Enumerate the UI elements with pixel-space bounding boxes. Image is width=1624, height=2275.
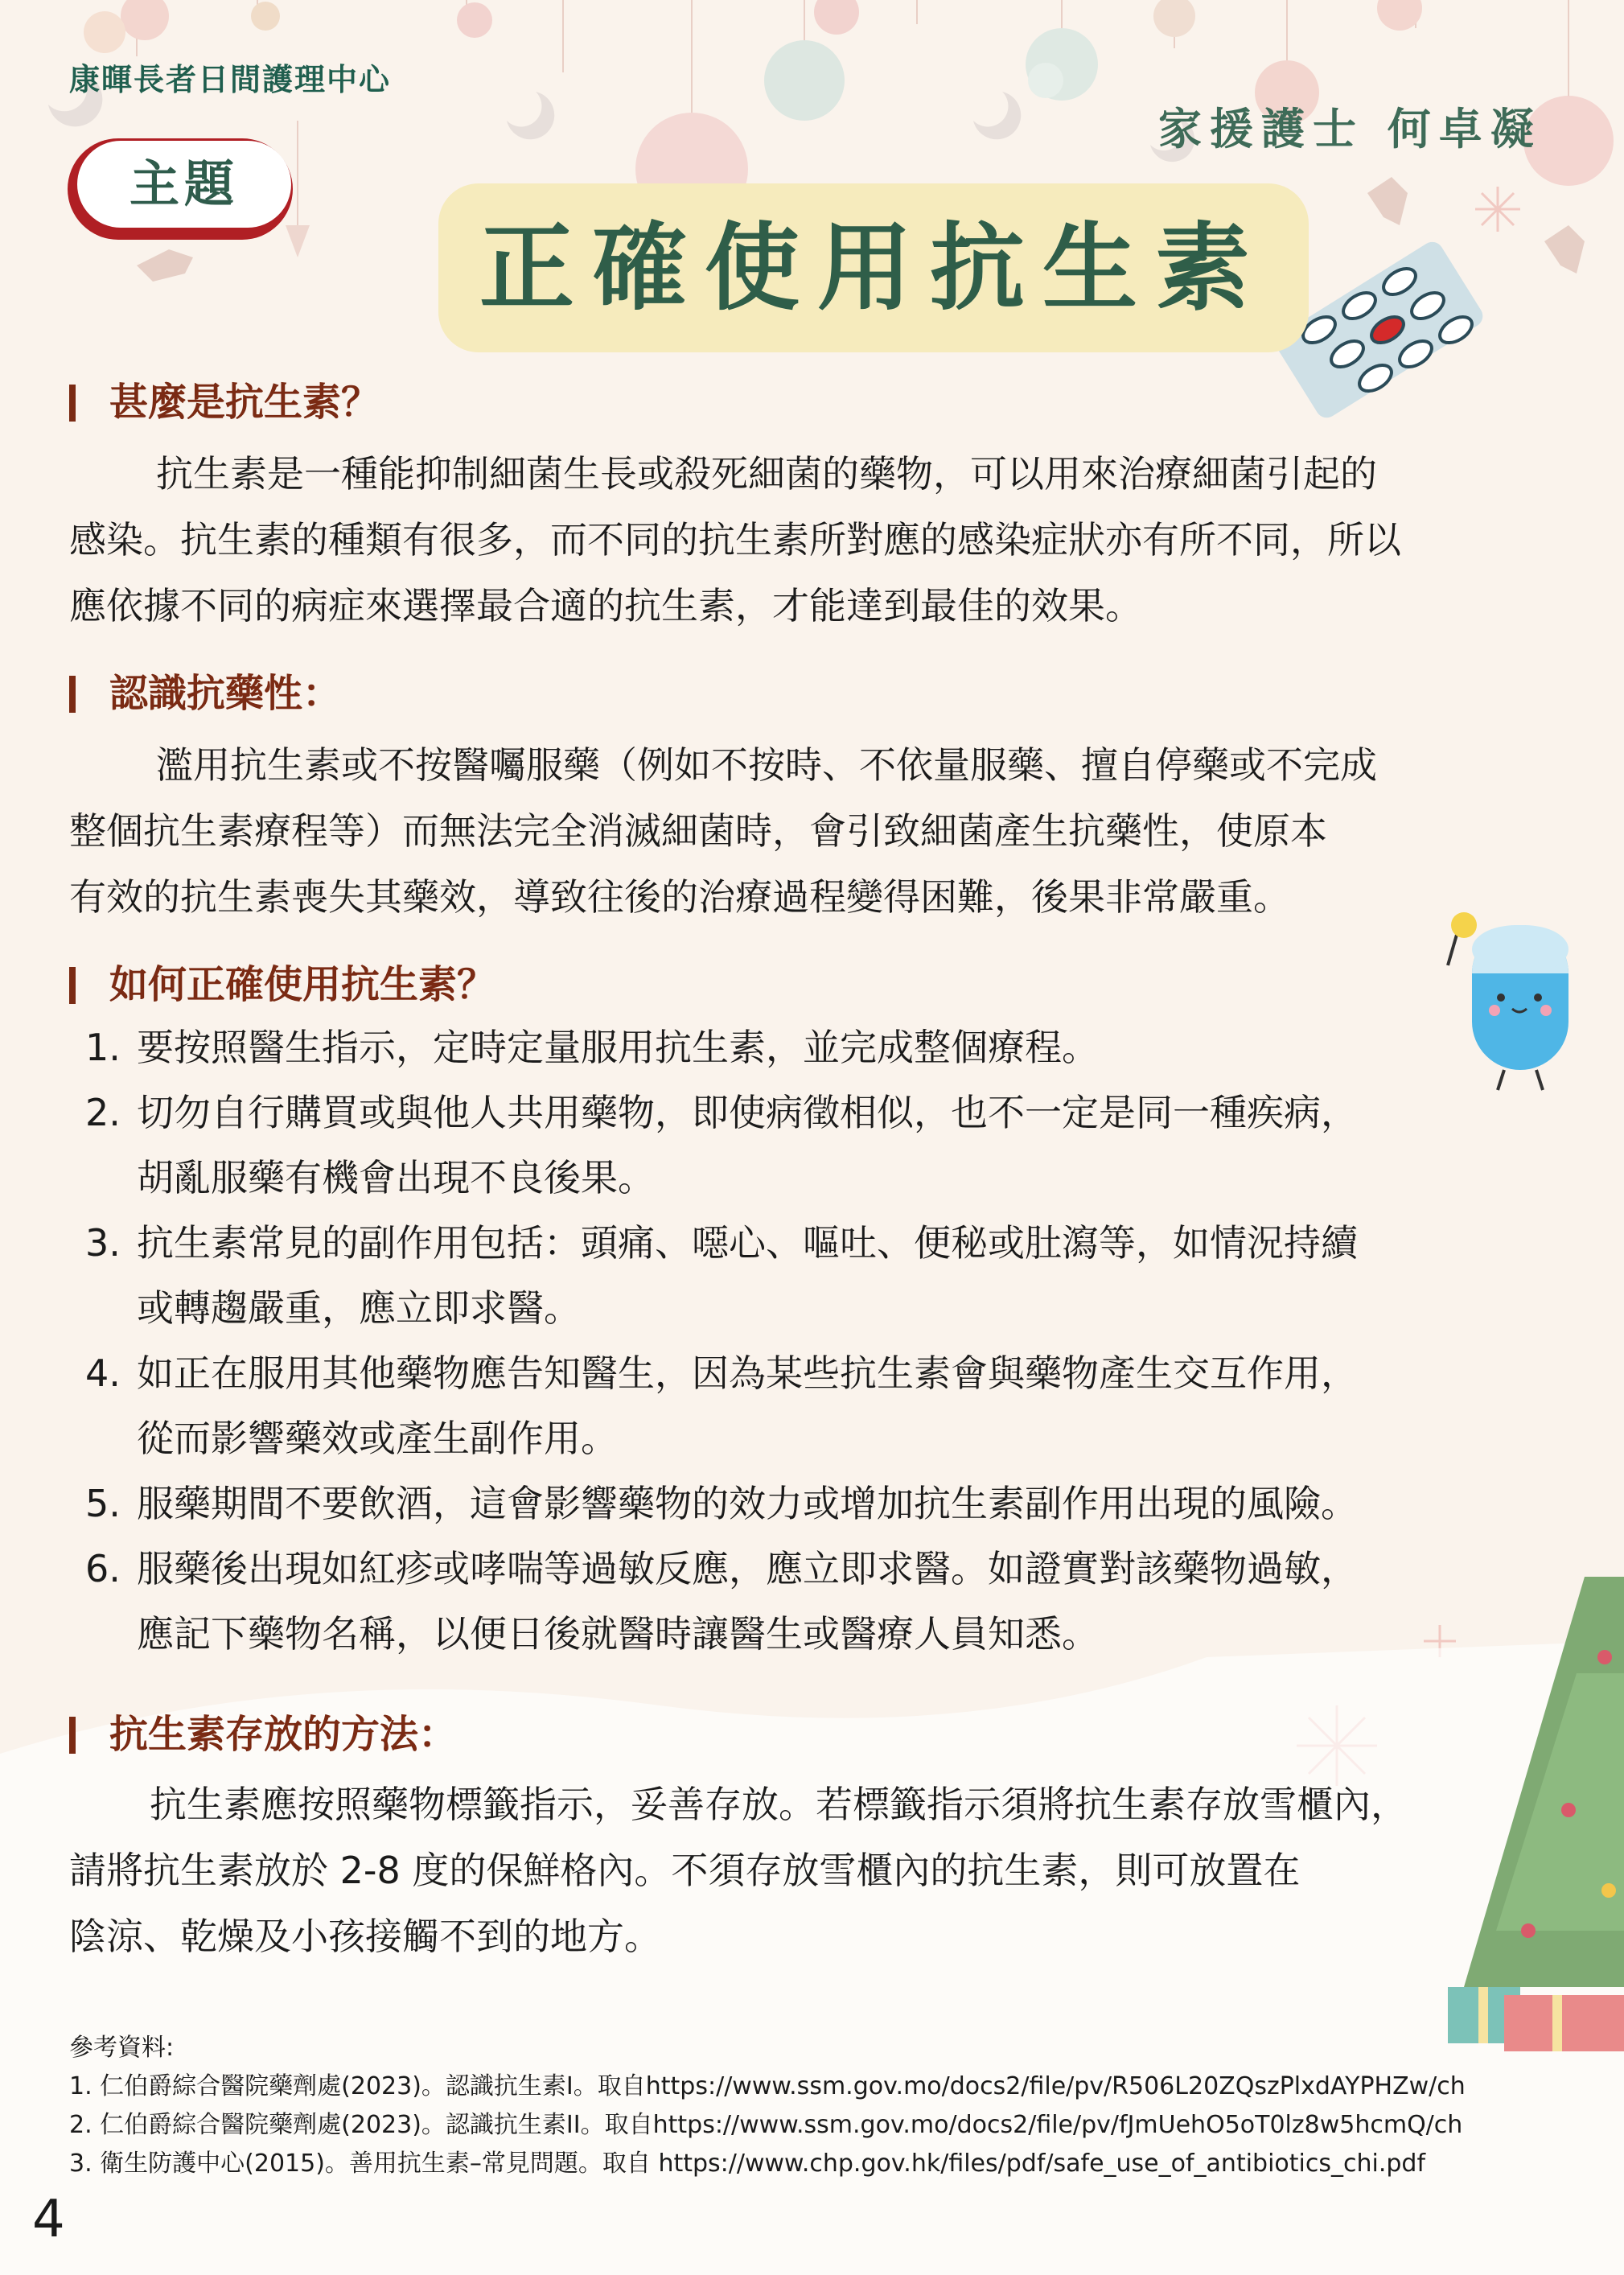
- paragraph-line: 抗生素應按照藥物標籤指示，妥善存放。若標籤指示須將抗生素存放雪櫃內，: [150, 1783, 1408, 1826]
- references: [69, 2029, 1597, 2183]
- paragraph-line: 請將抗生素放於 2-8 度的保鮮格內。不須存放雪櫃內的抗生素，則可放置在: [69, 1849, 1301, 1892]
- section-marker: [69, 385, 76, 422]
- list-item-line: 如正在服用其他藥物應告知醫生，因為某些抗生素會與藥物產生交互作用，: [137, 1351, 1358, 1395]
- section-heading-correct-use: 如何正確使用抗生素？: [109, 962, 496, 1007]
- list-item-number: 5.: [85, 1482, 121, 1525]
- paragraph-line: 感染。抗生素的種類有很多，而不同的抗生素所對應的感染症狀亦有所不同，所以: [69, 518, 1401, 562]
- list-item: [85, 1080, 1573, 1211]
- list-item: [85, 1015, 1573, 1080]
- list-item-line: 服藥期間不要飲酒，這會影響藥物的效力或增加抗生素副作用出現的風險。: [137, 1482, 1358, 1525]
- list-item-line: 切勿自行購買或與他人共用藥物，即使病徵相似，也不一定是同一種疾病，: [137, 1091, 1358, 1134]
- section-marker: [69, 967, 76, 1004]
- list-item-number: 2.: [85, 1091, 121, 1134]
- organization-name: 康暉長者日間護理中心: [69, 61, 392, 97]
- list-item: [85, 1341, 1573, 1471]
- topic-badge: 主題: [77, 141, 291, 228]
- list-item-line: 從而影響藥效或產生副作用。: [137, 1417, 618, 1460]
- reference-item: 1. 仁伯爵綜合醫院藥劑處(2023)。認識抗生素I。取自https://www.ssm.gov.mo/docs2/file/pv/R506L20ZQszPlxdAYPHZw/ch: [69, 2072, 1466, 2100]
- list-item: [85, 1211, 1573, 1341]
- paragraph-line: 陰涼、乾燥及小孩接觸不到的地方。: [69, 1915, 661, 1958]
- list-item-line: 要按照醫生指示，定時定量服用抗生素，並完成整個療程。: [137, 1026, 1099, 1069]
- section-marker: [69, 676, 76, 713]
- list-item-line: 服藥後出現如紅疹或哮喘等過敏反應，應立即求醫。如證實對該藥物過敏，: [137, 1547, 1358, 1590]
- paragraph-line: 有效的抗生素喪失其藥效，導致往後的治療過程變得困難，後果非常嚴重。: [69, 875, 1290, 919]
- section-body-what-is-antibiotic: [69, 441, 1573, 639]
- paragraph-line: 應依據不同的病症來選擇最合適的抗生素，才能達到最佳的效果。: [69, 584, 1142, 627]
- page-number: 4: [32, 2190, 65, 2249]
- list-item-number: 4.: [85, 1351, 121, 1395]
- reference-item: 3. 衛生防護中心(2015)。善用抗生素–常見問題。取自 https://www.chp.gov.hk/files/pdf/safe_use_of_antibiotics_chi.pdf: [69, 2150, 1426, 2178]
- page-title: 正確使用抗生素: [479, 212, 1268, 323]
- list-item-number: 6.: [85, 1547, 121, 1590]
- reference-item: 2. 仁伯爵綜合醫院藥劑處(2023)。認識抗生素II。取自https://www.ssm.gov.mo/docs2/file/pv/fJmUehO5oT0lz8w5hcmQ/ch: [69, 2111, 1463, 2139]
- paragraph-line: 濫用抗生素或不按醫囑服藥（例如不按時、不依量服藥、擅自停藥或不完成: [156, 743, 1377, 787]
- list-item-line: 抗生素常見的副作用包括：頭痛、噁心、嘔吐、便秘或肚瀉等，如情況持續: [137, 1221, 1358, 1265]
- paragraph-line: 整個抗生素療程等）而無法完全消滅細菌時，會引致細菌產生抗藥性，使原本: [69, 809, 1327, 853]
- references-label: 參考資料:: [69, 2034, 175, 2062]
- list-item-line: 或轉趨嚴重，應立即求醫。: [137, 1286, 581, 1330]
- section-body-storage: [69, 1771, 1573, 1969]
- list-item: [85, 1471, 1573, 1537]
- author-name: 家援護士 何卓凝: [1158, 103, 1542, 154]
- section-heading-what-is-antibiotic: 甚麼是抗生素？: [109, 380, 380, 425]
- section-heading-storage: 抗生素存放的方法：: [109, 1712, 458, 1757]
- list-item: [85, 1537, 1573, 1667]
- section-marker: [69, 1717, 76, 1754]
- list-item-number: 3.: [85, 1221, 121, 1265]
- section-heading-drug-resistance: 認識抗藥性：: [109, 671, 342, 716]
- list-item-number: 1.: [85, 1026, 121, 1069]
- section-body-drug-resistance: [69, 732, 1573, 930]
- paragraph-line: 抗生素是一種能抑制細菌生長或殺死細菌的藥物，可以用來治療細菌引起的: [156, 452, 1377, 496]
- list-item-line: 胡亂服藥有機會出現不良後果。: [137, 1156, 655, 1199]
- correct-use-list: [85, 1015, 1573, 1667]
- list-item-line: 應記下藥物名稱，以便日後就醫時讓醫生或醫療人員知悉。: [137, 1612, 1099, 1656]
